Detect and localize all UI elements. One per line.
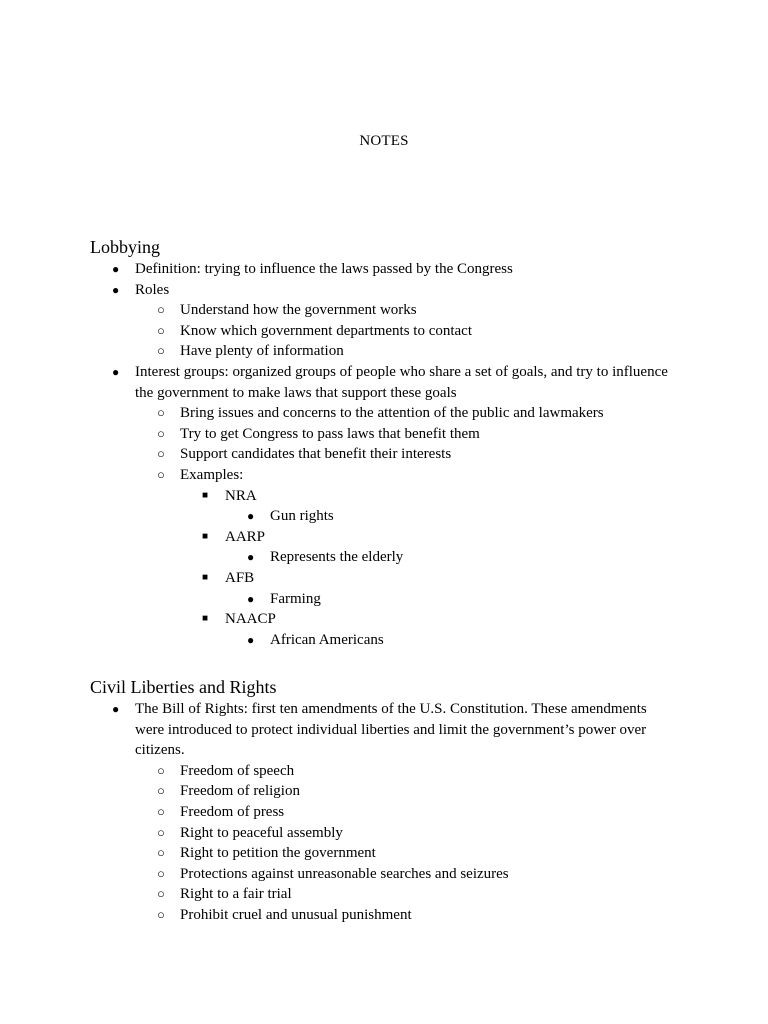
list-item [225, 589, 690, 610]
list-item-text: Examples: [180, 466, 244, 483]
list-item-text: Bring issues and concerns to the attention of the public and lawmakers [180, 405, 604, 422]
list-item-interest-groups [90, 362, 690, 650]
list-item [135, 403, 690, 424]
list-item-text: Understand how the government works [180, 302, 417, 319]
civil-list [90, 699, 690, 926]
list-item [225, 630, 690, 651]
circle-bullet-icon: ○ [157, 446, 165, 462]
list-item [135, 761, 690, 782]
bullet-icon: ● [247, 632, 255, 647]
bullet-icon: ● [247, 550, 255, 565]
example-name: NAACP [225, 611, 276, 628]
list-item [135, 823, 690, 844]
list-item-examples [135, 465, 690, 650]
list-item [135, 802, 690, 823]
list-item [135, 843, 690, 864]
square-bullet-icon: ■ [202, 571, 209, 583]
circle-bullet-icon: ○ [157, 466, 165, 482]
list-item-definition [90, 259, 690, 280]
square-bullet-icon: ■ [202, 613, 209, 625]
page-title: NOTES [359, 133, 409, 149]
example-detail-list [225, 630, 690, 651]
list-item-text: Freedom of speech [180, 762, 295, 779]
circle-bullet-icon: ○ [157, 845, 165, 861]
list-item [135, 424, 690, 445]
example-detail: Represents the elderly [270, 549, 404, 566]
list-item-example [180, 568, 690, 609]
list-item-text: Support candidates that benefit their interests [180, 446, 452, 463]
bullet-icon: ● [112, 282, 120, 297]
list-item [225, 506, 690, 527]
circle-bullet-icon: ○ [157, 865, 165, 881]
circle-bullet-icon: ○ [157, 302, 165, 318]
list-item [225, 547, 690, 568]
list-item-text: Roles [135, 281, 170, 298]
list-item [135, 781, 690, 802]
examples-list [180, 486, 690, 651]
list-item [135, 884, 690, 905]
list-item-text: Protections against unreasonable searches and seizures [180, 865, 509, 882]
example-detail: Gun rights [270, 508, 334, 525]
circle-bullet-icon: ○ [157, 906, 165, 922]
example-detail: Farming [270, 590, 321, 607]
list-item-bill-of-rights [90, 699, 690, 926]
bullet-icon: ● [112, 364, 120, 379]
list-item [135, 864, 690, 885]
list-item-text: Know which government departments to contact [180, 322, 473, 339]
example-name: NRA [225, 487, 257, 504]
example-detail-list [225, 547, 690, 568]
list-item-example [180, 486, 690, 527]
list-item [135, 341, 690, 362]
rights-list [135, 761, 690, 926]
section-heading-lobbying: Lobbying [90, 237, 160, 257]
list-item [135, 300, 690, 321]
circle-bullet-icon: ○ [157, 343, 165, 359]
list-item-example [180, 527, 690, 568]
list-item-example [180, 609, 690, 650]
example-detail: African Americans [270, 631, 384, 648]
list-item-text: Have plenty of information [180, 343, 344, 360]
bullet-icon: ● [112, 262, 120, 276]
bullet-icon: ● [112, 702, 120, 716]
list-item-text: The Bill of Rights: first ten amendments of the U.S. Constitution. These amendments were introduced to protect individual liberties and limit the government’s power over citizens. [135, 701, 647, 759]
section-heading-civil-liberties: Civil Liberties and Rights [90, 677, 277, 697]
list-item-text: Right to a fair trial [180, 886, 292, 903]
bullet-icon: ● [247, 591, 255, 606]
circle-bullet-icon: ○ [157, 762, 165, 778]
list-item-text: Right to peaceful assembly [180, 824, 343, 841]
circle-bullet-icon: ○ [157, 322, 165, 338]
list-item-text: Right to petition the government [180, 845, 376, 862]
circle-bullet-icon: ○ [157, 886, 165, 902]
section-civil-liberties [90, 676, 690, 926]
circle-bullet-icon: ○ [157, 783, 165, 799]
circle-bullet-icon: ○ [157, 405, 165, 421]
circle-bullet-icon: ○ [157, 824, 165, 840]
roles-list [135, 300, 690, 362]
circle-bullet-icon: ○ [157, 803, 165, 819]
example-detail-list [225, 589, 690, 610]
section-lobbying [90, 236, 690, 650]
example-name: AARP [225, 528, 266, 545]
example-name: AFB [225, 569, 255, 586]
square-bullet-icon: ■ [202, 489, 209, 501]
list-item-text: Freedom of religion [180, 783, 300, 800]
lobbying-list [90, 259, 690, 650]
list-item-text: Definition: trying to influence the laws passed by the Congress [135, 261, 513, 277]
circle-bullet-icon: ○ [157, 425, 165, 441]
bullet-icon: ● [247, 509, 255, 524]
list-item [135, 444, 690, 465]
interest-groups-list [135, 403, 690, 650]
list-item [135, 321, 690, 342]
list-item-text: Try to get Congress to pass laws that benefit them [180, 425, 480, 442]
list-item-text: Interest groups: organized groups of people who share a set of goals, and try to influence the government to make laws that support these goals [135, 363, 668, 401]
list-item-text: Freedom of press [180, 803, 285, 820]
list-item [135, 905, 690, 926]
square-bullet-icon: ■ [202, 530, 209, 542]
list-item-text: Prohibit cruel and unusual punishment [180, 906, 412, 923]
list-item-roles [90, 280, 690, 362]
example-detail-list [225, 506, 690, 527]
